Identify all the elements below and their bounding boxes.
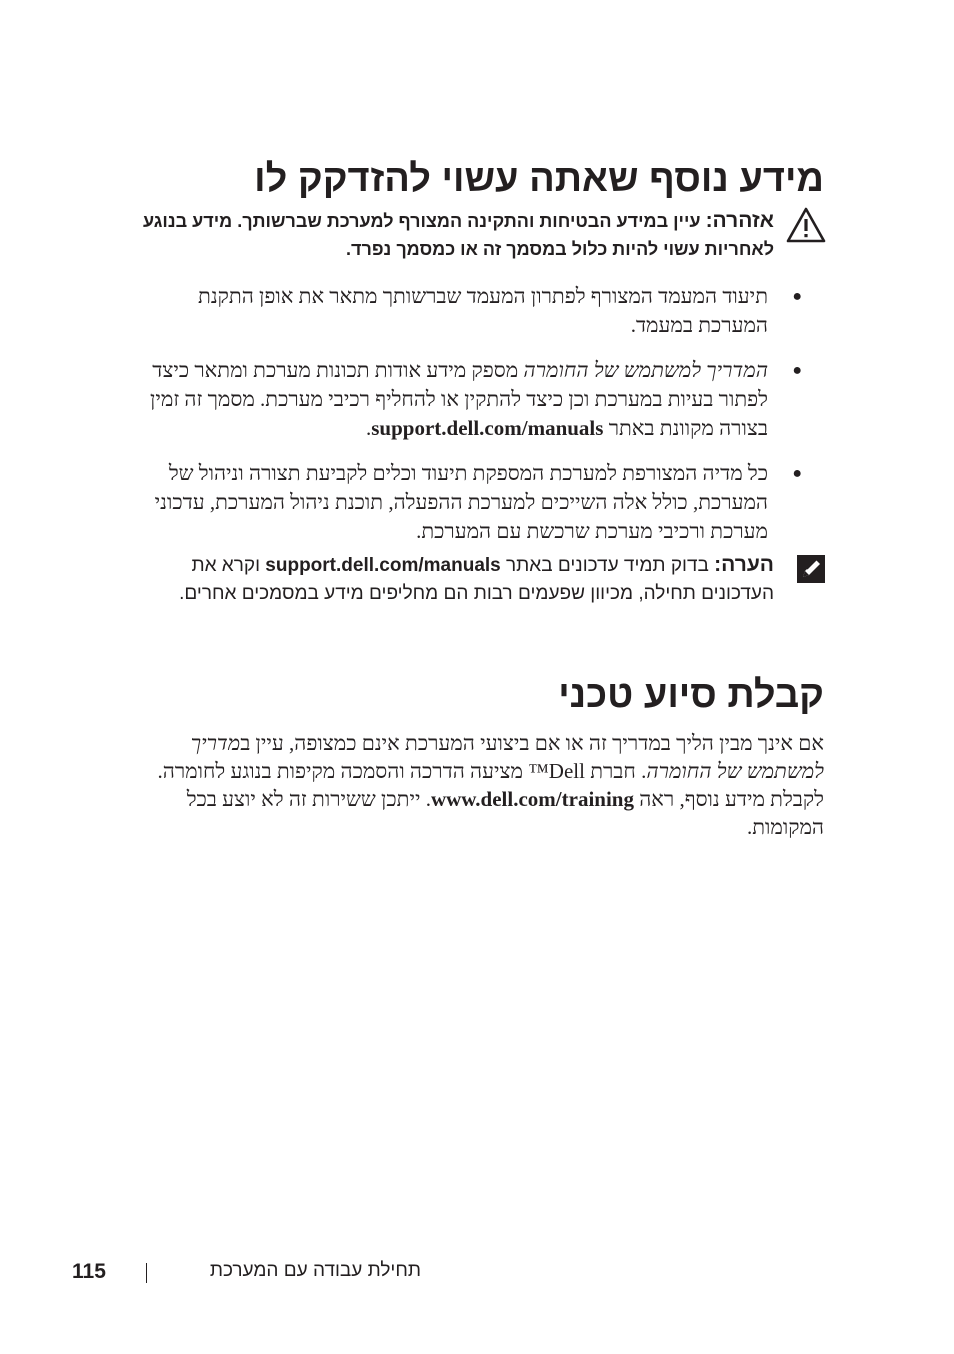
note-label: הערה: [714,553,774,576]
training-url-link[interactable]: www.dell.com/training [430,787,634,811]
warning-triangle-icon [786,207,826,243]
list-item [124,282,824,340]
para-text: אם אינך מבין הליך במדריך זה או אם ביצועי המערכת אינם כמצופה, עיין ב [240,731,824,755]
note-text-after: וקרא את העדכונים תחילה, מכיוון שפעמים רבות הם מחליפים מידע במסמכים אחרים. [179,555,774,604]
note-notice [126,551,826,608]
list-item [124,356,824,443]
page-footer [0,1258,954,1290]
support-url-link[interactable]: support.dell.com/manuals [265,555,501,576]
list-item-text: כל מדיה המצורפת למערכת המספקת תיעוד וכלים לקביעת תצורה וניהול של המערכת, כולל אלה השייכים למערכת ההפעלה, תוכנת ניהול המערכת, עדכוני מערכת ורכיבי מערכת שרכשת עם המערכת. [154,461,768,543]
section-title-additional-info: מידע נוסף שאתה עשוי להזדקק לו [254,158,824,200]
manual-title: המדריך למשתמש של החומרה [523,358,768,382]
para-text: . חברת Dell™ מציעה הדרכה והסמכה מקיפות בנוגע לחומרה. לקבלת מידע נוסף, ראה [157,759,824,811]
note-pencil-icon [796,554,826,584]
documentation-list [124,282,824,562]
para-text: . ייתכן ששירות זה לא יוצע בכל המקומות. [186,787,824,839]
warning-label: אזהרה: [705,209,774,232]
bullet-icon: ● [792,362,802,379]
section-title-technical-assistance: קבלת סיוע טכני [558,674,824,716]
technical-assistance-paragraph [124,729,824,841]
support-url-link[interactable]: support.dell.com/manuals [371,416,604,440]
note-text-before: בדוק תמיד עדכונים באתר [500,555,715,576]
page-number: 115 [72,1260,106,1283]
bullet-icon: ● [792,465,802,482]
footer-chapter-title: תחילת עבודה עם המערכת [209,1260,421,1281]
footer-divider [146,1263,147,1283]
warning-text: עיין במידע הבטיחות והתקינה המצורף למערכת שברשותך. מידע בנוגע לאחריות עשוי להיות כלול במסמך זה או כמסמך נפרד. [143,211,774,259]
warning-notice [126,207,826,263]
list-item [124,459,824,546]
note-body [126,551,774,608]
manual-title: מדריך למשתמש של החומרה [190,731,824,783]
list-item-text: תיעוד המעמד המצורף לפתרון המעמד שברשותך מתאר את אופן התקנת המערכת במעמד. [198,284,768,337]
list-item-end: . [365,416,372,440]
warning-body [126,207,774,263]
list-item-text: מספק מידע אודות תכונות מערכת ומתאר כיצד לפתור בעיות במערכת וכן כיצד להתקין או להחליף רכיבי מערכת. מסמך זה זמין בצורה מקוונת באתר [150,358,768,440]
bullet-icon: ● [792,288,802,305]
